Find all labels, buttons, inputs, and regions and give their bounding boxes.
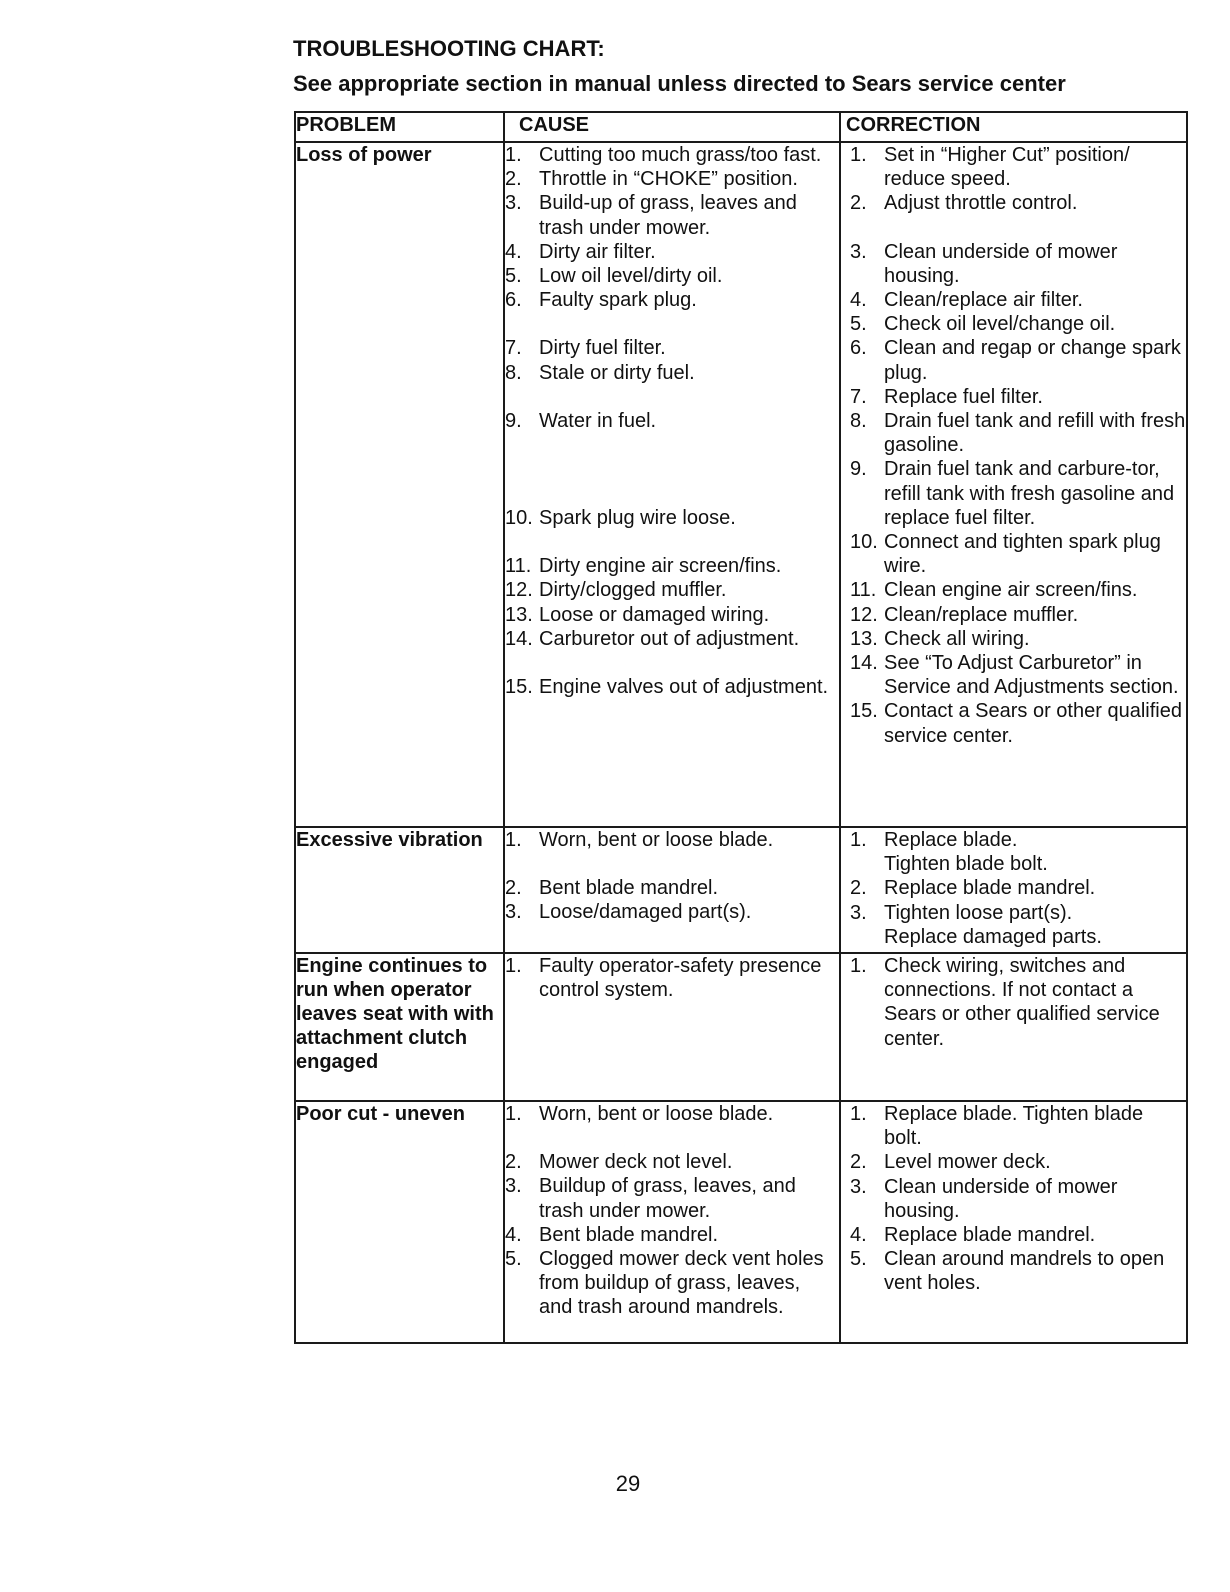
header-cause: CAUSE [504, 112, 840, 142]
item-text: Dirty/clogged muffler. [539, 579, 727, 602]
item-text: Replace blade mandrel. [884, 1224, 1096, 1247]
item-number: 6. [850, 337, 867, 360]
item-text: Check wiring, switches and connections. If not contact a Sears or other qualified service center. [884, 955, 1160, 1050]
item-number: 6. [505, 289, 522, 312]
item-text: Tighten loose part(s). Replace damaged parts. [884, 901, 1102, 948]
header-correction: CORRECTION [840, 112, 1187, 142]
problem-cell: Loss of power [295, 142, 504, 827]
item-number: 2. [505, 168, 522, 191]
correction-cell [840, 827, 1187, 953]
item-text: Replace fuel filter. [884, 385, 1043, 408]
table-row [295, 953, 1187, 1101]
item-text: Drain fuel tank and refill with fresh gasoline. [884, 410, 1186, 457]
item-number: 1. [850, 955, 867, 977]
chart-subtitle: See appropriate section in manual unless directed to Sears service center [293, 71, 1066, 96]
table-row [295, 827, 1187, 953]
item-number: 2. [505, 1151, 522, 1174]
problem-cell: Excessive vibration [295, 827, 504, 953]
item-number: 1. [505, 829, 522, 851]
item-number: 4. [850, 289, 867, 312]
item-text: Faulty spark plug. [539, 289, 697, 312]
item-number: 12. [505, 579, 533, 602]
item-number: 7. [505, 337, 522, 360]
troubleshooting-table [294, 111, 1188, 1344]
item-text: Loose/damaged part(s). [539, 901, 752, 924]
item-number: 2. [850, 1151, 867, 1174]
item-text: Clean underside of mower housing. [884, 240, 1118, 287]
item-text: Level mower deck. [884, 1151, 1051, 1174]
item-number: 10. [505, 507, 533, 530]
item-number: 5. [505, 1248, 522, 1271]
item-number: 9. [505, 409, 522, 432]
item-number: 1. [850, 1103, 867, 1125]
item-number: 2. [850, 192, 867, 215]
item-text: Stale or dirty fuel. [539, 361, 695, 384]
item-number: 12. [850, 603, 878, 626]
item-number: 3. [850, 1175, 867, 1198]
item-text: Clean around mandrels to open vent holes. [884, 1248, 1165, 1295]
cause-cell [504, 1101, 840, 1343]
item-text: Carburetor out of adjustment. [539, 627, 800, 650]
item-number: 1. [505, 144, 522, 166]
item-text: Contact a Sears or other qualified service center. [884, 700, 1182, 747]
item-text: Worn, bent or loose blade. [539, 1103, 774, 1125]
item-text: Dirty air filter. [539, 240, 656, 263]
item-number: 8. [505, 361, 522, 384]
table-header-row [295, 112, 1187, 142]
item-text: Clean engine air screen/fins. [884, 579, 1138, 602]
item-text: Clogged mower deck vent holes from buildup of grass, leaves, and trash around mandrels. [539, 1248, 824, 1319]
page-number: 29 [615, 1471, 641, 1496]
item-number: 11. [850, 579, 877, 602]
item-text: Clean/replace muffler. [884, 603, 1079, 626]
item-number: 15. [505, 676, 533, 699]
cause-cell [504, 142, 840, 827]
item-text: Mower deck not level. [539, 1151, 733, 1174]
cause-cell [504, 827, 840, 953]
item-number: 4. [850, 1224, 867, 1247]
item-number: 3. [850, 240, 867, 263]
item-number: 7. [850, 385, 867, 408]
item-text: Clean underside of mower housing. [884, 1175, 1118, 1222]
item-text: Replace blade. Tighten blade bolt. [884, 829, 1048, 876]
chart-title: TROUBLESHOOTING CHART: [293, 36, 605, 61]
correction-cell [840, 953, 1187, 1101]
item-text: Worn, bent or loose blade. [539, 829, 774, 851]
item-text: Engine valves out of adjustment. [539, 676, 829, 699]
table-row [295, 142, 1187, 827]
item-number: 2. [505, 877, 522, 900]
correction-cell [840, 142, 1187, 827]
item-number: 5. [850, 313, 867, 336]
problem-cell: Engine continues to run when operator leaves seat with with attachment clutch engaged [295, 953, 504, 1101]
item-text: Check oil level/change oil. [884, 313, 1116, 336]
item-text: Water in fuel. [539, 409, 657, 432]
correction-cell [840, 1101, 1187, 1343]
item-number: 3. [505, 901, 522, 924]
item-text: Adjust throttle control. [884, 192, 1078, 215]
item-number: 14. [850, 652, 878, 675]
item-number: 1. [850, 144, 867, 166]
item-text: Build-up of grass, leaves and trash under mower. [539, 192, 797, 239]
item-number: 3. [505, 1175, 522, 1198]
item-text: Spark plug wire loose. [539, 507, 736, 530]
item-text: Low oil level/dirty oil. [539, 265, 723, 288]
item-text: Faulty operator-safety presence control system. [539, 955, 822, 1002]
item-text: Dirty engine air screen/fins. [539, 555, 782, 578]
item-text: Replace blade mandrel. [884, 877, 1096, 900]
problem-cell: Poor cut - uneven [295, 1101, 504, 1343]
item-number: 1. [850, 829, 867, 851]
item-number: 4. [505, 240, 522, 263]
item-text: Connect and tighten spark plug wire. [884, 531, 1161, 578]
item-number: 14. [505, 627, 533, 650]
item-number: 10. [850, 531, 878, 554]
item-number: 9. [850, 458, 867, 481]
item-text: See “To Adjust Carburetor” in Service and Adjustments section. [884, 652, 1179, 699]
item-text: Bent blade mandrel. [539, 877, 719, 900]
item-number: 3. [850, 901, 867, 924]
item-number: 8. [850, 410, 867, 433]
item-number: 13. [850, 627, 878, 650]
item-number: 11. [505, 555, 532, 578]
item-number: 15. [850, 700, 878, 723]
cause-cell [504, 953, 840, 1101]
item-number: 1. [505, 1103, 522, 1125]
item-text: Set in “Higher Cut” position/ reduce speed. [884, 144, 1130, 191]
header-problem: PROBLEM [295, 112, 504, 142]
item-text: Throttle in “CHOKE” position. [539, 168, 798, 191]
item-text: Cutting too much grass/too fast. [539, 144, 822, 166]
item-number: 2. [850, 877, 867, 900]
item-text: Clean and regap or change spark plug. [884, 337, 1181, 384]
item-number: 13. [505, 603, 533, 626]
item-number: 3. [505, 192, 522, 215]
item-text: Bent blade mandrel. [539, 1223, 719, 1246]
item-text: Dirty fuel filter. [539, 337, 666, 360]
item-number: 5. [850, 1248, 867, 1271]
item-number: 4. [505, 1223, 522, 1246]
item-number: 1. [505, 955, 522, 977]
item-text: Loose or damaged wiring. [539, 603, 770, 626]
table-row [295, 1101, 1187, 1343]
item-text: Check all wiring. [884, 627, 1030, 650]
item-text: Buildup of grass, leaves, and trash under mower. [539, 1175, 796, 1222]
item-text: Drain fuel tank and carbure-tor, refill tank with fresh gasoline and replace fuel filter. [884, 458, 1175, 529]
item-text: Clean/replace air filter. [884, 289, 1083, 312]
item-number: 5. [505, 265, 522, 288]
item-text: Replace blade. Tighten blade bolt. [884, 1103, 1144, 1150]
